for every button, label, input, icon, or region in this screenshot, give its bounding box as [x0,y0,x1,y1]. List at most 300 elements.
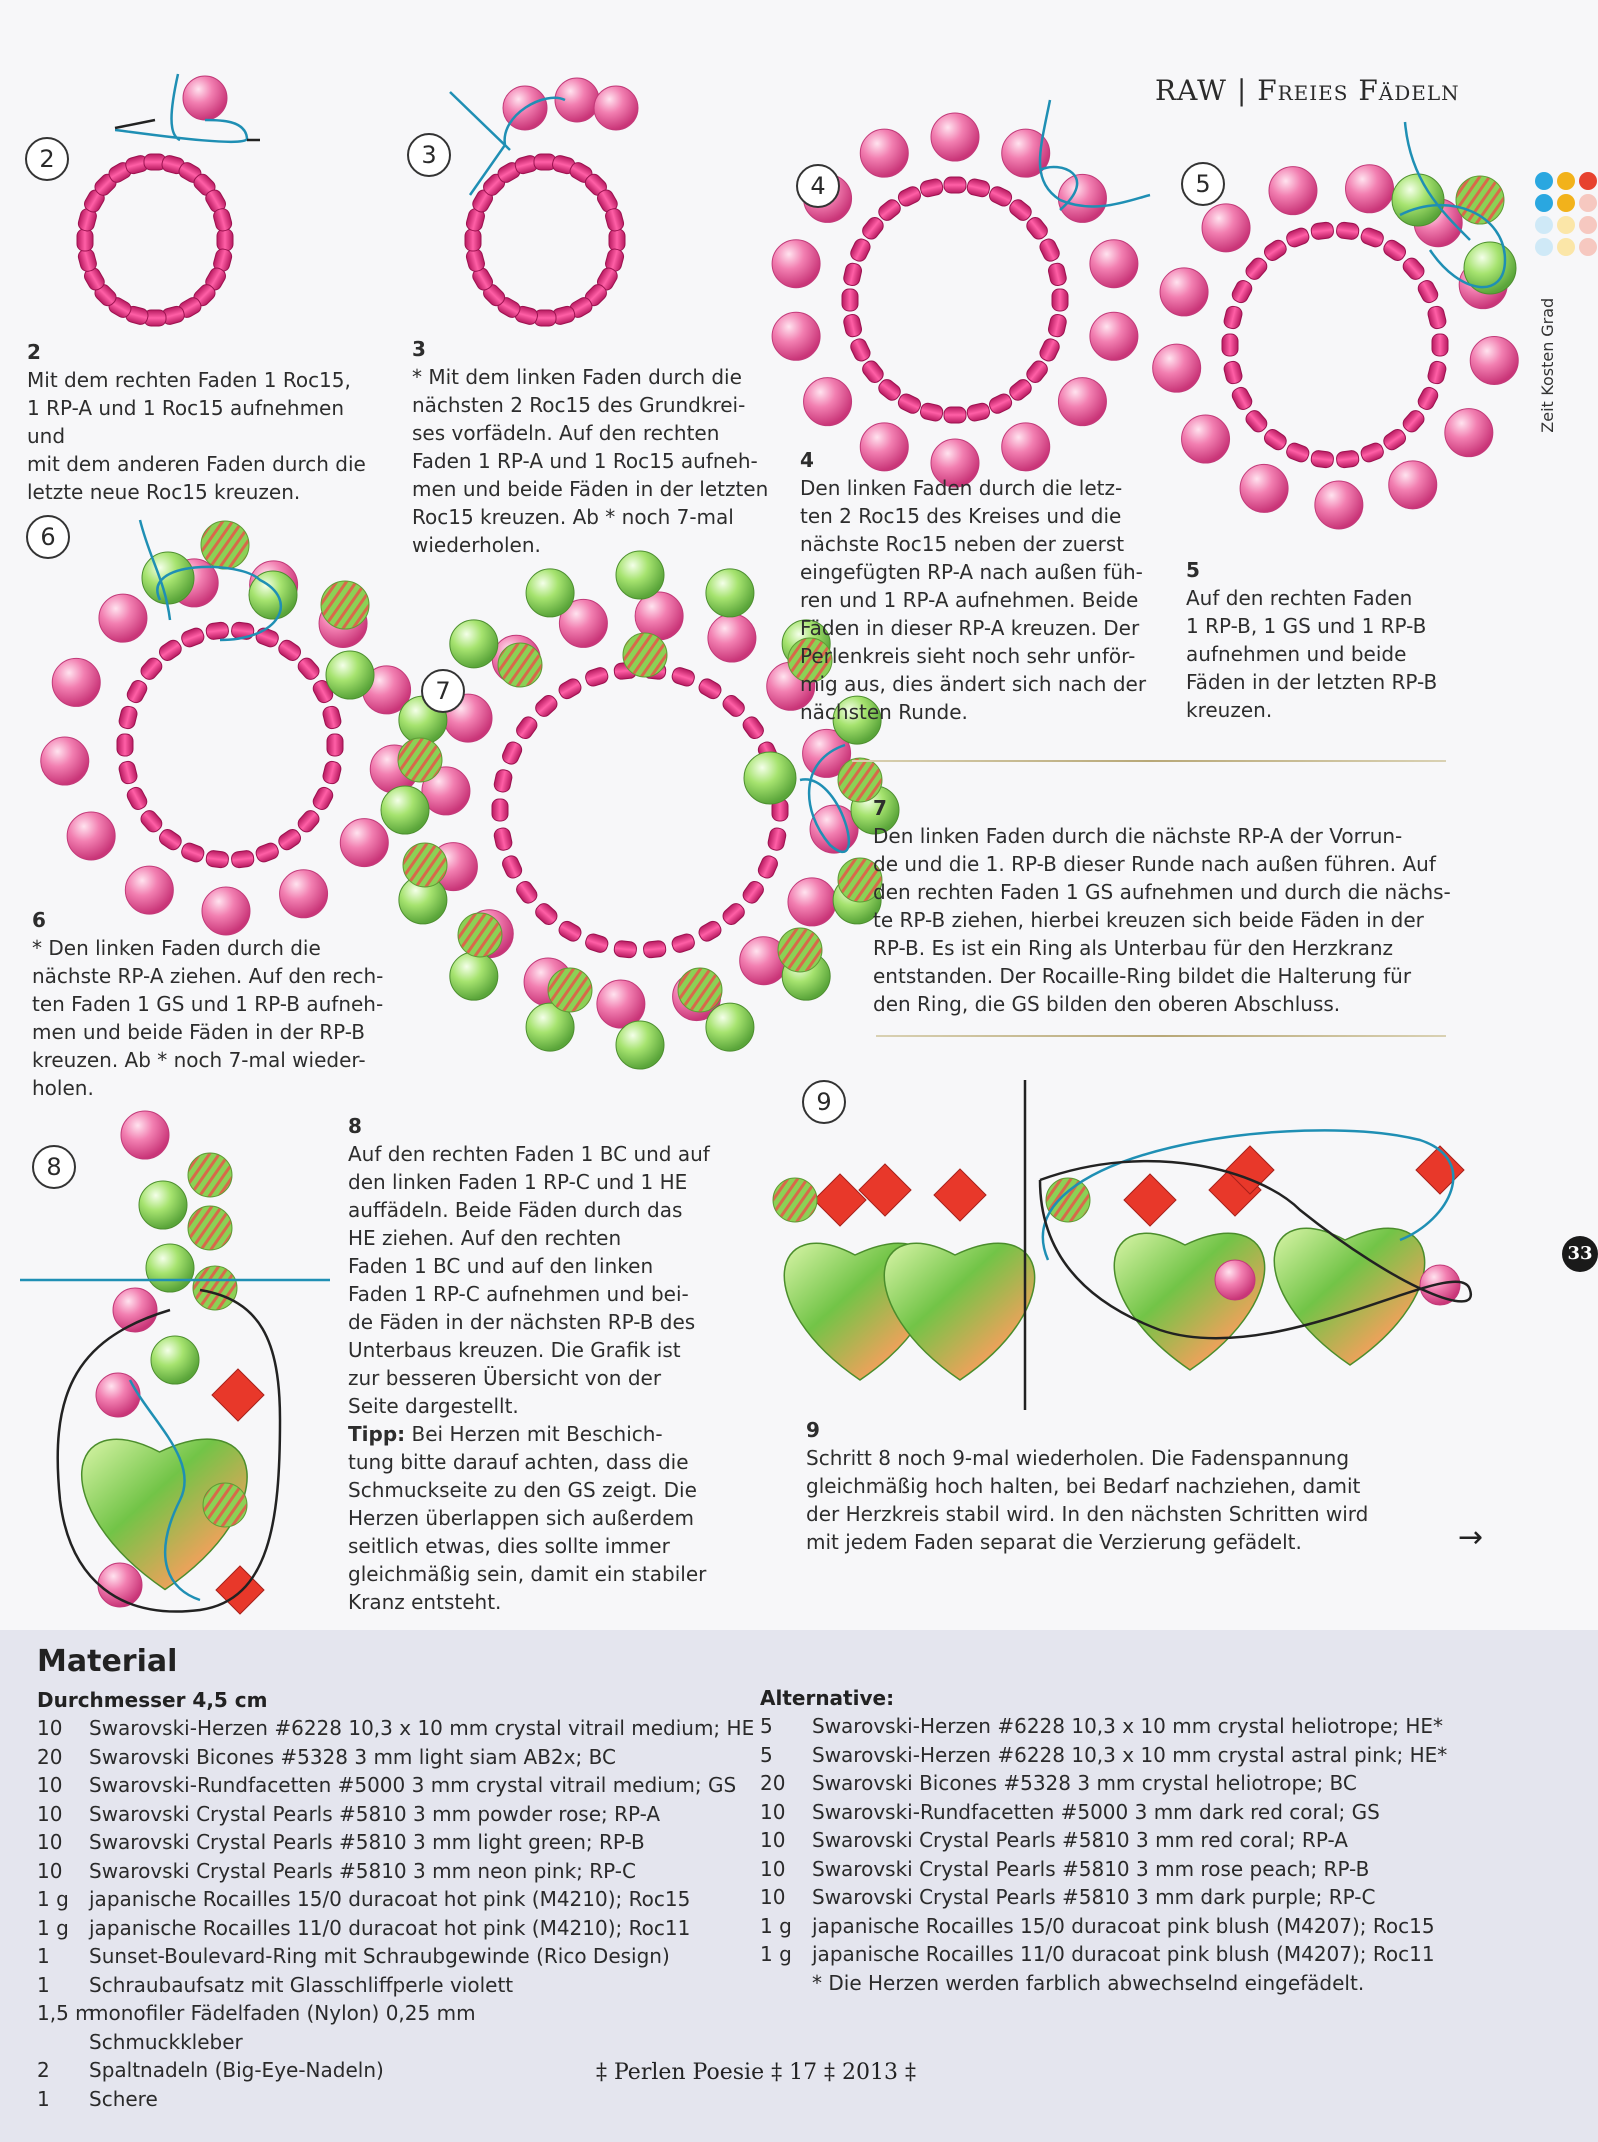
rocaille-bead [514,714,540,741]
pink-pearl [772,312,820,360]
list-item [37,1771,754,1800]
heart-bead [884,1243,1034,1380]
rocaille-bead [696,676,723,701]
pink-pearl [99,594,147,642]
rocaille-bead [217,229,233,251]
rocaille-bead [533,901,560,928]
text-line: 1 RP-A und 1 Roc15 aufnehmen und [27,396,345,448]
rocaille-bead [1359,226,1385,249]
item-text: Swarovski Crystal Pearls #5810 3 mm rose peach; RP-B [812,1856,1370,1881]
text-line: Schritt 8 noch 9-mal wiederholen. Die Fadenspannung [806,1446,1350,1470]
text-line: gleichmäßig hoch halten, bei Bedarf nachziehen, damit [806,1474,1361,1498]
text-line: Perlenkreis sieht noch sehr unför- [800,644,1136,668]
item-text: Swarovski Bicones #5328 3 mm light siam AB2x; BC [89,1744,616,1769]
rocaille-bead [327,734,343,756]
faceted-bead [201,521,249,569]
list-item [37,2085,754,2114]
rocaille-bead [1047,262,1067,287]
pink-pearl [1346,165,1394,213]
rocaille-bead [205,850,229,869]
rocaille-bead [848,237,872,264]
list-item [37,1971,754,2000]
tip-line: Bei Herzen mit Beschich- [405,1422,663,1446]
item-quantity: 2 [37,2058,50,2082]
rocaille-bead [157,827,184,853]
green-pearl [744,752,796,804]
rocaille-bead [842,313,862,338]
rocaille-bead [276,638,303,664]
tip-line: gleichmäßig sein, damit ein stabiler [348,1562,707,1586]
pink-pearl [1202,204,1250,252]
rocaille-bead [465,229,481,251]
rocaille-bead [1336,222,1360,241]
pink-pearl [594,86,638,130]
pink-pearl [1269,167,1317,215]
rocaille-bead [157,638,184,664]
material-panel [0,1630,1598,2142]
list-item [760,1883,1447,1912]
rocaille-bead [1310,222,1334,241]
faceted-bead [398,738,442,782]
rocaille-bead [643,940,667,958]
text-line: ses vorfädeln. Auf den rechten [412,421,720,445]
step-8-label: 8 [348,1114,362,1138]
rocaille-bead [500,740,524,767]
step-7-text [873,794,1473,1018]
text-line: ten Faden 1 GS und 1 RP-B aufneh- [32,992,384,1016]
tip-line: seitlich etwas, dies sollte immer [348,1534,670,1558]
text-line: eingefügten RP-A nach außen füh- [800,560,1143,584]
list-item [37,1828,754,1857]
text-line: * Den linken Faden durch die [32,936,321,960]
pink-pearl [1090,240,1138,288]
text-line: 1 RP-B, 1 GS und 1 RP-B [1186,614,1427,638]
rocaille-bead [1432,334,1448,356]
tip-label: Tipp: [348,1422,406,1446]
text-line: nächsten 2 Roc15 des Grundkrei- [412,393,746,417]
rocaille-bead [1416,385,1440,412]
list-item [760,1912,1447,1941]
step-9-label: 9 [806,1418,820,1442]
faceted-bead [403,843,447,887]
green-pearl [526,569,574,617]
item-quantity: 10 [37,1830,63,1854]
pink-pearl [931,113,979,161]
text-line: Unterbaus kreuzen. Die Grafik ist [348,1338,681,1362]
rocaille-bead [584,666,610,688]
pink-pearl [1315,481,1363,529]
text-line: letzte neue Roc15 kreuzen. [27,480,301,504]
bicone-bead [814,1174,866,1226]
list-item [37,1714,754,1743]
rocaille-bead [1310,450,1334,469]
rocaille-bead [493,768,513,793]
list-item [37,1999,754,2028]
item-text: Swarovski Bicones #5328 3 mm crystal heliotrope; BC [812,1771,1357,1795]
green-pearl [139,1181,187,1229]
faceted-bead [1046,1178,1090,1222]
rocaille-bead [896,184,923,208]
text-line: nächste Roc15 neben der zuerst [800,532,1125,556]
text-line: * Mit dem linken Faden durch die [412,365,742,389]
rocaille-bead [1400,408,1427,435]
rocaille-bead [1381,427,1408,453]
faceted-bead [623,633,667,677]
pink-pearl [340,819,388,867]
rocaille-bead [584,932,610,954]
rocaille-bead [295,808,322,835]
rocaille-bead [987,392,1014,416]
pink-pearl [772,240,820,288]
text-line: der Herzkreis stabil wird. In den nächsten Schritten wird [806,1502,1369,1526]
rocaille-bead [1262,427,1289,453]
rocaille-bead [492,799,508,821]
green-pearl [142,552,194,604]
green-pearl [326,651,374,699]
item-quantity: 1 g [37,1887,69,1911]
step-9-badge: 9 [802,1080,846,1124]
item-quantity: 10 [760,1799,786,1824]
step-4-label: 4 [800,448,814,472]
list-item [37,1914,754,1943]
item-text: Swarovski-Herzen #6228 10,3 x 10 mm crystal vitrail medium; HE [89,1716,755,1740]
text-line: HE ziehen. Auf den rechten [348,1226,622,1250]
text-line: mit jedem Faden separat die Verzierung gefädelt. [806,1530,1302,1554]
pink-pearl [1090,312,1138,360]
faceted-bead [188,1153,232,1197]
rocaille-bead [740,879,766,906]
rocaille-bead [1052,289,1068,311]
item-quantity: 10 [760,1856,786,1881]
rocaille-bead [118,705,139,730]
list-item [37,2028,754,2057]
rocaille-bead [117,734,133,756]
item-text: Schere [89,2086,158,2111]
faceted-bead [203,1483,247,1527]
bicone-bead [212,1369,264,1421]
green-pearl [706,569,754,617]
text-line: Fäden in dieser RP-A kreuzen. Der [800,616,1140,640]
page-footer: ‡ Perlen Poesie ‡ 17 ‡ 2013 ‡ [596,2060,917,2085]
item-quantity: 5 [760,1742,773,1767]
item-quantity: 10 [760,1885,786,1909]
list-item [37,1885,754,1914]
rocaille-bead [231,850,255,869]
list-item [37,1857,754,1886]
rocaille-bead [670,932,696,954]
text-line: den linken Faden 1 RP-C und 1 HE [348,1170,688,1194]
rocaille-bead [1038,337,1062,364]
text-line: Fäden in der letzten RP-B [1186,670,1438,694]
rating-label-cost: Kosten [1538,342,1557,397]
rocaille-bead [1243,255,1270,282]
text-line: ten 2 Roc15 des Kreises und die [800,504,1122,528]
item-text: Spaltnadeln (Big-Eye-Nadeln) [89,2058,384,2082]
rocaille-bead [1427,360,1448,385]
item-quantity: 1 g [760,1942,792,1966]
header-prefix: RAW | [1155,74,1258,107]
rocaille-bead [180,626,206,649]
item-quantity: 10 [37,1716,63,1740]
rocaille-bead [1262,238,1289,264]
rocaille-bead [1285,441,1311,464]
pink-pearl [1420,1265,1460,1305]
item-text: Swarovski-Rundfacetten #5000 3 mm crystal vitrail medium; GS [89,1773,737,1797]
text-line: Den linken Faden durch die letz- [800,476,1123,500]
faceted-bead [458,913,502,957]
text-line: te RP-B ziehen, hierbei kreuzen sich beide Fäden in der [873,908,1424,932]
faceted-bead [188,1206,232,1250]
rocaille-bead [533,693,560,720]
pink-pearl [1240,464,1288,512]
list-item [760,1969,1447,1998]
rocaille-bead [842,262,862,287]
bicone-bead [934,1169,986,1221]
green-pearl [450,952,498,1000]
item-quantity: 1 [37,2086,50,2111]
text-line: Mit dem rechten Faden 1 Roc15, [27,368,351,392]
text-line: Auf den rechten Faden [1186,586,1413,610]
item-text: Swarovski-Rundfacetten #5000 3 mm dark red coral; GS [812,1799,1380,1824]
text-line: kreuzen. Ab * noch 7-mal wieder- [32,1048,366,1072]
rocaille-bead [322,760,343,785]
item-quantity: 1 g [37,1915,69,1940]
rocaille-bead [740,714,766,741]
rocaille-bead [696,919,723,944]
rocaille-bead [138,808,165,835]
rocaille-bead [614,940,638,958]
text-line: nächsten Runde. [800,700,968,724]
rocaille-bead [1285,226,1311,249]
item-quantity: 1 g [760,1913,792,1938]
pink-pearl [788,878,836,926]
pink-pearl [67,812,115,860]
green-pearl [616,1021,664,1069]
alternative-title: Alternative: [760,1686,895,1710]
list-item [760,1826,1447,1855]
text-line: den rechten Faden 1 GS aufnehmen und durch die nächs- [873,880,1451,904]
item-text: Swarovski Crystal Pearls #5810 3 mm neon pink; RP-C [89,1858,636,1883]
rocaille-bead [138,655,165,682]
text-line: Auf den rechten Faden 1 BC und auf [348,1142,710,1166]
step-6-badge: 6 [26,515,70,559]
rocaille-bead [1336,450,1360,469]
page-number: 33 [1562,1236,1598,1272]
rocaille-bead [322,705,343,730]
step-6-text [32,906,412,1102]
pink-pearl [708,614,756,662]
text-line: wiederholen. [412,533,541,557]
text-line: aufnehmen und beide [1186,642,1407,666]
faceted-bead [678,968,722,1012]
pink-pearl [1215,1260,1255,1300]
green-pearl [1392,174,1444,226]
thread-line [115,120,260,140]
rocaille-bead [919,178,944,198]
item-quantity: 10 [37,1858,63,1883]
step-8-badge: 8 [32,1145,76,1189]
rocaille-bead [1038,237,1062,264]
item-quantity: 10 [37,1801,63,1826]
bicone-bead [216,1566,264,1614]
rocaille-bead [500,854,524,881]
rocaille-bead [842,289,858,311]
rocaille-bead [276,827,303,853]
rocaille-bead [556,676,583,701]
text-line: den Ring, die GS bilden den oberen Abschluss. [873,992,1341,1016]
item-text: Swarovski-Herzen #6228 10,3 x 10 mm crystal heliotrope; HE* [812,1714,1444,1738]
pink-pearl [1160,268,1208,316]
tip-line: Schmuckseite zu den GS zeigt. Die [348,1478,697,1502]
item-quantity: 10 [37,1773,63,1797]
alternative-list [760,1712,1447,1997]
text-line: holen. [32,1076,94,1100]
rocaille-bead [311,785,335,812]
rocaille-bead [556,919,583,944]
list-item [760,1855,1447,1884]
list-item [760,1940,1447,1969]
rocaille-bead [720,693,747,720]
item-text: japanische Rocailles 11/0 duracoat hot pink (M4210); Roc11 [89,1915,691,1940]
rocaille-bead [756,854,780,881]
rocaille-bead [1381,238,1408,264]
pink-pearl [1389,461,1437,509]
pink-pearl [1182,415,1230,463]
material-diameter: Durchmesser 4,5 cm [37,1688,268,1712]
pink-pearl [41,737,89,785]
divider-bottom [876,1035,1446,1037]
item-text: Swarovski Crystal Pearls #5810 3 mm light green; RP-B [89,1830,645,1854]
rocaille-bead [720,901,747,928]
step-6-label: 6 [32,908,46,932]
step-7-badge: 7 [421,669,465,713]
step-7-label: 7 [873,796,887,820]
step-3-badge: 3 [407,133,451,177]
faceted-bead [548,968,592,1012]
rocaille-bead [77,229,93,251]
item-quantity: 1 [37,1972,50,1997]
list-item [37,1743,754,1772]
text-line: mig aus, dies ändert sich nach der [800,672,1147,696]
pink-pearl [52,658,100,706]
rocaille-bead [1047,313,1067,338]
pink-pearl [804,378,852,426]
material-list [37,1714,754,2113]
item-quantity: 20 [37,1744,63,1769]
text-line: entstanden. Der Rocaille-Ring bildet die Halterung für [873,964,1412,988]
item-text: monofiler Fädelfaden (Nylon) 0,25 mm [89,2001,476,2025]
rocaille-bead [966,178,991,198]
text-line: de und die 1. RP-B dieser Runde nach außen führen. Auf [873,852,1436,876]
list-item [760,1741,1447,1770]
green-pearl [146,1244,194,1292]
text-line: de Fäden in der nächsten RP-B des [348,1310,696,1334]
list-item [37,1942,754,1971]
bicone-bead [1416,1146,1464,1194]
rocaille-bead [767,827,787,852]
rocaille-bead [1222,334,1238,356]
pink-pearl [860,129,908,177]
item-quantity: 20 [760,1771,786,1795]
step-5-badge: 5 [1181,162,1225,206]
heart-bead [1274,1228,1424,1365]
rocaille-bead [295,655,322,682]
heart-bead [1114,1233,1264,1370]
text-line [348,1420,728,1448]
rocaille-bead [1230,278,1254,305]
list-item [760,1769,1447,1798]
rocaille-bead [1400,255,1427,282]
rocaille-bead [944,407,966,423]
item-text: japanische Rocailles 11/0 duracoat pink blush (M4207); Roc11 [812,1942,1435,1966]
pink-pearl [96,1373,140,1417]
list-item [760,1712,1447,1741]
pink-pearl [1058,174,1106,222]
item-text: Swarovski-Herzen #6228 10,3 x 10 mm crystal astral pink; HE* [812,1742,1448,1767]
rocaille-bead [896,392,923,416]
text-line: RP-B. Es ist ein Ring als Unterbau für den Herzkranz [873,936,1394,960]
rocaille-bead [966,402,991,422]
rocaille-bead [205,622,229,641]
pink-pearl [1058,378,1106,426]
pink-pearl [555,78,599,122]
thread-line [115,74,247,142]
rocaille-bead [254,841,280,864]
text-line: men und beide Fäden in der letzten [412,477,769,501]
item-text: Swarovski Crystal Pearls #5810 3 mm powder rose; RP-A [89,1801,661,1826]
item-quantity: 1,5 m [37,2001,95,2025]
item-text: japanische Rocailles 15/0 duracoat pink blush (M4207); Roc15 [812,1913,1435,1938]
tip-line: Herzen überlappen sich außerdem [348,1506,695,1530]
rocaille-bead [944,177,966,193]
rating-label-grade: Grad [1538,298,1557,337]
item-text: Schmuckkleber [89,2029,243,2054]
rocaille-bead [1230,385,1254,412]
green-pearl [381,786,429,834]
pink-pearl [1153,344,1201,392]
rocaille-bead [987,184,1014,208]
faceted-bead [773,1178,817,1222]
rocaille-bead [1359,441,1385,464]
text-line: Den linken Faden durch die nächste RP-A der Vorrun- [873,824,1403,848]
rocaille-bead [670,666,696,688]
pink-pearl [113,1288,157,1332]
text-line: mit dem anderen Faden durch die [27,452,366,476]
rocaille-bead [118,760,139,785]
bicone-bead [1124,1174,1176,1226]
rocaille-bead [125,785,149,812]
material-title: Material [37,1644,178,1679]
step-5-text [1186,556,1486,724]
step-5-label: 5 [1186,558,1200,582]
rocaille-bead [493,827,513,852]
rocaille-bead [1427,305,1448,330]
rocaille-bead [125,678,149,705]
rocaille-bead [848,337,872,364]
rocaille-bead [919,402,944,422]
step-8-text [348,1112,728,1616]
step-4-text [800,446,1180,726]
rocaille-bead [1243,408,1270,435]
rating-label-time: Zeit [1538,401,1557,433]
green-pearl [706,1003,754,1051]
text-line: kreuzen. [1186,698,1273,722]
text-line: ren und 1 RP-A aufnehmen. Beide [800,588,1139,612]
pink-pearl [1470,336,1518,384]
item-quantity: 5 [760,1714,773,1738]
rocaille-bead [1223,360,1244,385]
step-2-label: 2 [27,340,41,364]
